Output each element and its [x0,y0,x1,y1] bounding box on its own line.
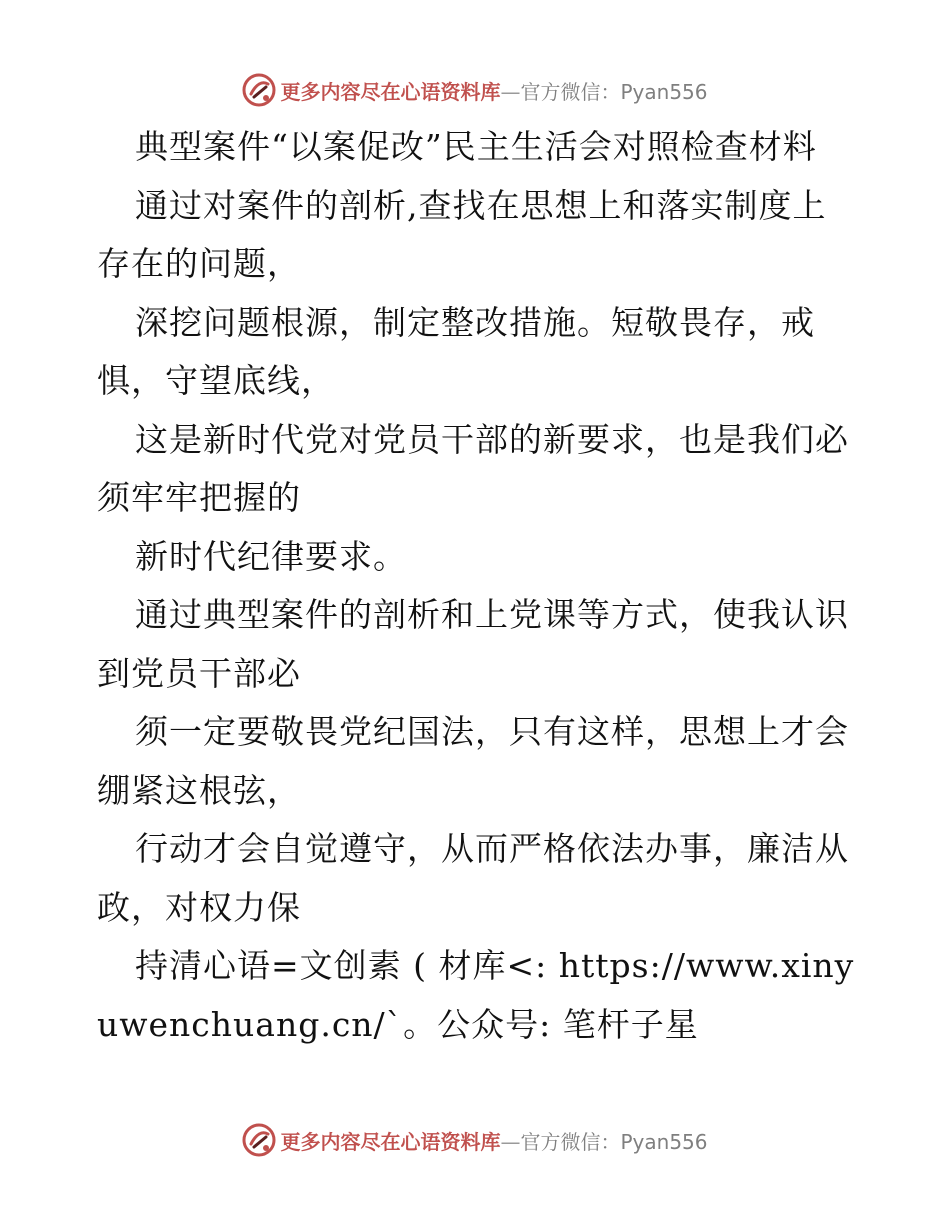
footer-brand-text: 更多内容尽在心语资料库 [280,1129,501,1154]
paragraph: 这是新时代党对党员干部的新要求，也是我们必须牢牢把握的 [97,419,849,517]
footer-contact-id: Pyan556 [620,1129,708,1154]
seal-logo-icon [242,1123,276,1157]
header-contact-label: 官方微信： [520,79,621,104]
header-contact-id: Pyan556 [620,79,708,104]
document-title: 典型案件“以案促改”民主生活会对照检查材料 [135,127,817,166]
footer-banner [0,1120,950,1160]
paragraph: 通过典型案件的剖析和上党课等方式，使我认识到党员干部必 [97,595,849,693]
paragraph: 通过对案件的剖析,查找在思想上和落实制度上存在的问题， [97,185,827,283]
paragraph-with-link: 持清心语=文创素 ( 材库<: https://www.xinyuwenchuang.cn/`。公众号: 笔杆子星 [97,946,855,1044]
footer-separator: — [500,1129,521,1154]
document-body [97,118,857,1054]
paragraph: 深挖问题根源，制定整改措施。短敬畏存，戒惧，守望底线， [97,302,815,400]
footer-text [280,1126,707,1155]
paragraph: 新时代纪律要求。 [135,536,407,576]
header-text [280,76,707,105]
header-banner [0,70,950,110]
paragraph: 行动才会自觉遵守，从而严格依法办事，廉洁从政，对权力保 [97,829,849,927]
paragraph: 须一定要敬畏党纪国法，只有这样，思想上才会绷紧这根弦， [97,712,849,810]
seal-logo-icon [242,73,276,107]
header-separator: — [500,79,521,104]
footer-contact-label: 官方微信： [520,1129,621,1154]
header-brand-text: 更多内容尽在心语资料库 [280,79,501,104]
